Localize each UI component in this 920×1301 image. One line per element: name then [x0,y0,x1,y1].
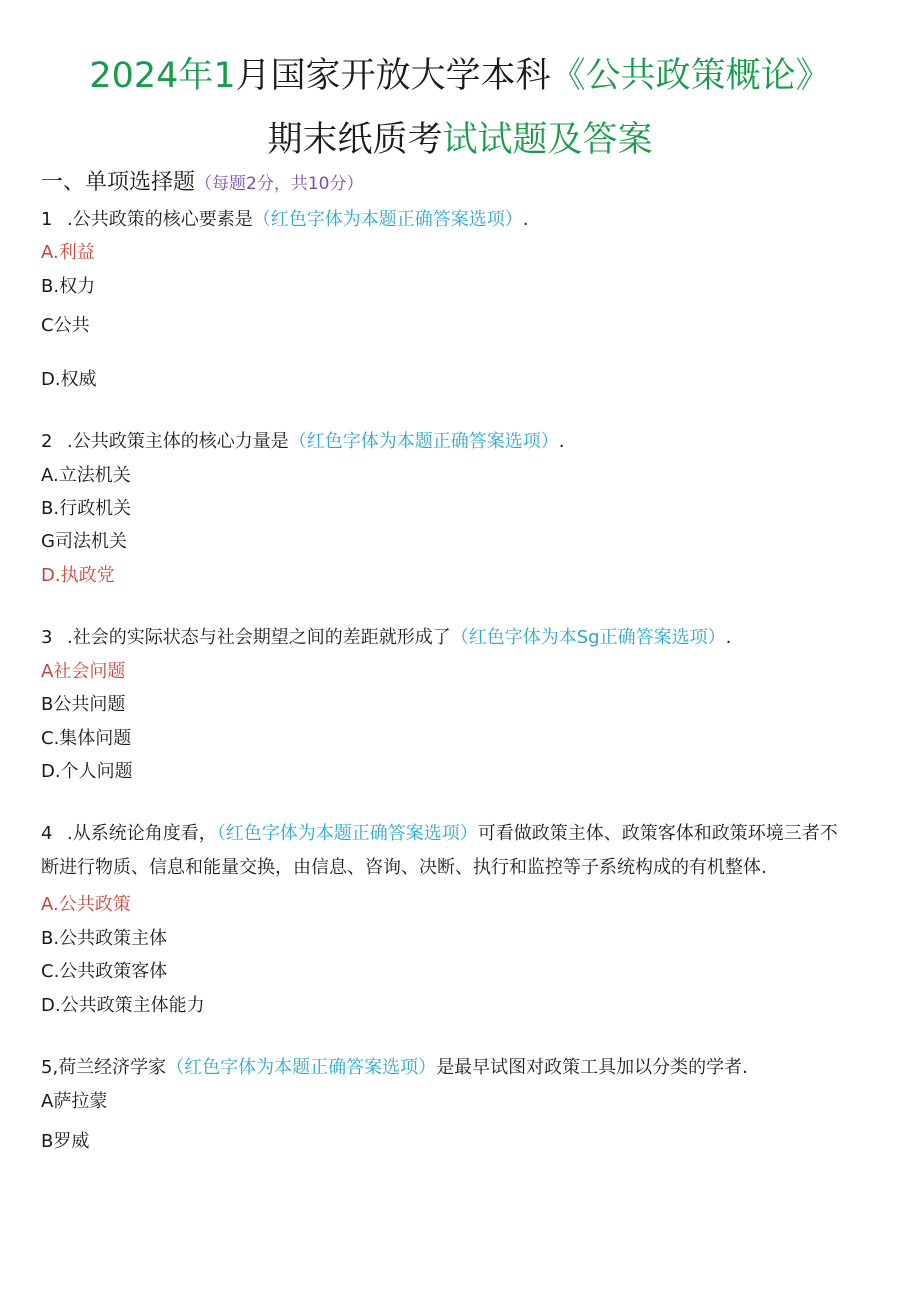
question-4-stem-continued: 断进行物质、信息和能量交换，由信息、咨询、决断、执行和监控等子系统构成的有机整体. [41,857,767,878]
section-note: （每题2分，共10分） [195,174,364,194]
question-text-end: 可看做政策主体、政策客体和政策环境三者不 [477,823,838,844]
q1-option-d: D.权威 [41,369,97,390]
answer-placeholder: （红色字体为本题正确答案选项） [166,1057,437,1078]
question-1-stem [41,208,528,232]
q3-option-c: C.集体问题 [41,728,132,749]
question-text-end: 是最早试图对政策工具加以分类的学者. [436,1057,748,1078]
title-exam-type: 期末纸质考 [267,120,443,160]
document-title-line2 [0,112,920,162]
title-exam: 月国家开放大学本科 [235,56,551,96]
q2-option-d-correct: D.执政党 [41,565,115,586]
q4-option-a-correct: A.公共政策 [41,894,131,915]
title-year: 2024年1 [89,56,236,96]
question-text: 荷兰经济学家 [58,1057,167,1078]
q2-option-b: B.行政机关 [41,498,132,519]
question-text: .社会的实际状态与社会期望之间的差距就形成了 [67,627,451,648]
question-5-stem [41,1056,748,1080]
q2-option-c: G司法机关 [41,531,127,552]
q2-option-a: A.立法机关 [41,465,131,486]
q4-option-b: B.公共政策主体 [41,928,168,949]
question-text: .公共政策主体的核心力量是 [67,431,289,452]
q3-option-b: B公共问题 [41,694,126,715]
section-heading-row [41,171,363,196]
question-2-stem [41,430,564,454]
question-text-end: . [522,209,529,230]
answer-placeholder: （红色字体为本题正确答案选项） [216,823,478,844]
q3-option-a-correct: A社会问题 [41,661,126,682]
q1-option-c: C公共 [41,315,90,336]
question-number: 1 [41,209,53,230]
question-4-stem [41,822,838,846]
q5-option-a: A萨拉蒙 [41,1091,108,1112]
question-number: 2 [41,431,53,452]
section-heading: 一、单项选择题 [41,170,196,195]
question-text: .公共政策的核心要素是 [67,209,253,230]
q1-option-a-correct: A.利益 [41,242,95,263]
q4-option-d: D.公共政策主体能力 [41,995,205,1016]
question-text-end: . [725,627,732,648]
question-text-end: . [558,431,565,452]
document-title-line1 [0,48,920,98]
q3-option-d: D.个人问题 [41,761,133,782]
q1-option-b: B.权力 [41,276,96,297]
answer-placeholder: （红色字体为本题正确答案选项） [288,431,559,452]
q5-option-b: B罗威 [41,1131,90,1152]
title-suffix: 试试题及答案 [442,120,653,160]
title-course: 《公共政策概论》 [550,56,831,96]
question-number: 4 [41,823,53,844]
question-number: 3 [41,627,53,648]
answer-placeholder: （红色字体为本题正确答案选项） [252,209,523,230]
answer-placeholder: （红色字体为本Sg正确答案选项） [450,627,726,648]
question-3-stem [41,626,731,650]
question-text: .从系统论角度看， [67,823,217,844]
q4-option-c: C.公共政策客体 [41,961,168,982]
question-number: 5, [41,1057,59,1078]
